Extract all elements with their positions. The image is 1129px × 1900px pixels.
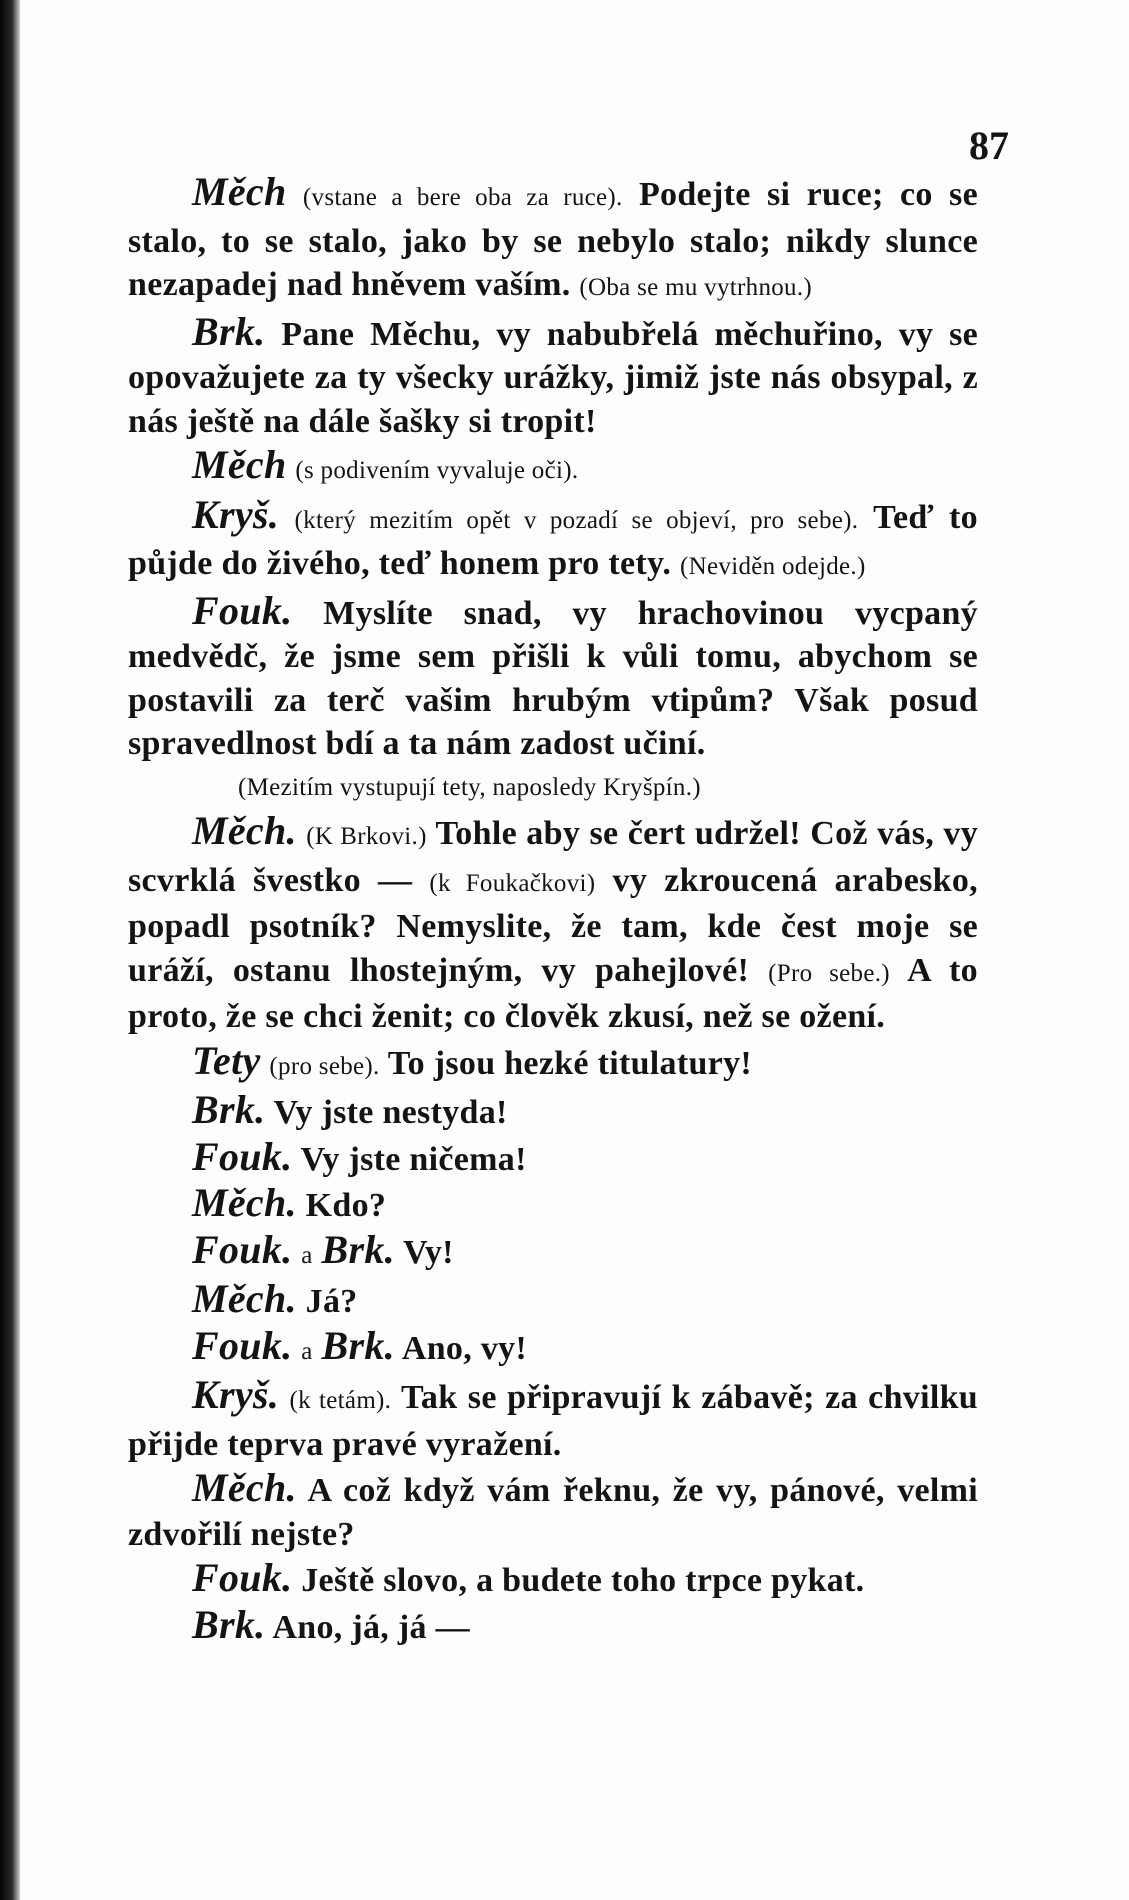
speech-paragraph	[128, 589, 978, 766]
direction-text: (Mezitím vystupují tety, naposledy Kryšpín.)	[238, 773, 701, 801]
speaker-name: Tety	[192, 1037, 261, 1083]
speech-text: Teď to půjde do živého, teď honem pro tety.	[128, 498, 978, 582]
speech-text: vy zkroucená arabesko, popadl psotník? Nemyslite, že tam, kde čest moje se uráží, ostanu lhostejným, vy pahejlové!	[128, 861, 978, 989]
speaker-name: Kryš.	[192, 1372, 280, 1417]
speech-paragraph	[128, 1135, 978, 1182]
speaker-name: Fouk.	[192, 587, 293, 633]
speech-text: Myslíte snad, vy hrachovinou vycpaný medvědč, že jsme sem přišli k vůli tomu, abychom se postavili za terč vašim hrubým vtipům? Však posud spravedlnost bdí a ta nám zadost učiní.	[128, 594, 978, 762]
speaker-name: Měch	[192, 169, 287, 214]
speech-text: Podejte si ruce; co se stalo, to se stalo, jako by se nebylo stalo; nikdy slunce nezapadej nad hněvem vaším.	[128, 176, 978, 303]
speech-text: Pane Měchu, vy nabubřelá měchuřino, vy se opovažujete za ty všecky urážky, jimiž jste nás obsypal, z nás ještě na dále šašky si tropit!	[128, 315, 978, 440]
speech-text: Ještě slovo, a budete toho trpce pykat.	[301, 1562, 865, 1599]
speech-paragraph	[128, 1324, 978, 1374]
speech-paragraph	[128, 1088, 978, 1135]
stage-direction	[128, 766, 978, 810]
binding-edge	[0, 0, 20, 1900]
speech-text: Já?	[305, 1283, 358, 1320]
stage-direction: (Pro sebe.)	[768, 959, 890, 987]
stage-direction: (s podivením vyvaluje oči).	[295, 457, 579, 484]
stage-direction: (k tetám).	[289, 1387, 392, 1414]
speaker-name: Měch.	[192, 1276, 297, 1321]
speech-paragraph	[128, 1181, 978, 1228]
stage-direction: (k Foukačkovi)	[429, 869, 596, 897]
conjunction: a	[301, 1241, 313, 1269]
speech-paragraph	[128, 170, 978, 310]
speech-text: Vy jste nestyda!	[273, 1094, 508, 1131]
speech-paragraph	[128, 1466, 978, 1556]
speech-text: Ano, vy!	[401, 1329, 528, 1367]
speaker-name: Brk.	[192, 1601, 266, 1647]
speech-paragraph	[128, 1603, 978, 1650]
book-page	[20, 0, 1129, 1900]
speaker-name: Kryš.	[192, 491, 280, 537]
speech-text: Ano, já, já —	[272, 1608, 470, 1646]
speaker-name: Fouk.	[192, 1555, 293, 1600]
speech-text: Kdo?	[305, 1187, 387, 1224]
speech-paragraph	[128, 1277, 978, 1324]
speech-text: To jsou hezké titulatury!	[387, 1044, 752, 1082]
speech-text: Vy!	[403, 1233, 454, 1271]
stage-direction: (Oba se mu vytrhnou.)	[579, 274, 813, 301]
speaker-name: Měch.	[192, 1180, 297, 1225]
speaker-name: Brk.	[321, 1226, 395, 1272]
speaker-name: Měch.	[192, 808, 297, 853]
speech-paragraph	[128, 1228, 978, 1278]
speech-paragraph	[128, 1039, 978, 1089]
speaker-name: Fouk.	[192, 1133, 293, 1179]
speech-text: A což když vám řeknu, že vy, pánové, velmi zdvořilí nejste?	[128, 1472, 978, 1553]
speaker-name: Měch	[192, 442, 287, 487]
speech-text: A to proto, že se chci ženit; co člověk zkusí, než se ožení.	[128, 951, 978, 1035]
speech-paragraph	[128, 809, 978, 1039]
stage-direction: (Neviděn odejde.)	[680, 553, 866, 580]
speaker-name: Fouk.	[192, 1226, 293, 1272]
page-text	[128, 170, 978, 1649]
speech-paragraph	[128, 310, 978, 444]
speaker-name: Brk.	[192, 308, 266, 354]
page-number: 87	[969, 123, 1009, 168]
speech-text: Vy jste ničema!	[300, 1140, 527, 1178]
speaker-name: Brk.	[192, 1087, 266, 1132]
speech-text: Tohle aby se čert udržel!	[435, 815, 801, 852]
speech-paragraph	[128, 1556, 978, 1603]
speaker-name: Fouk.	[192, 1322, 293, 1368]
speech-paragraph	[128, 493, 978, 589]
conjunction: a	[301, 1337, 313, 1365]
speech-text: Tak se připravují k zábavě; za chvilku přijde teprva pravé vyražení.	[128, 1379, 978, 1463]
stage-direction: (pro sebe).	[269, 1052, 380, 1080]
speech-paragraph	[128, 1373, 978, 1466]
speech-paragraph	[128, 443, 978, 493]
stage-direction: (který mezitím opět v pozadí se objeví, pro sebe).	[294, 506, 859, 534]
speaker-name: Brk.	[321, 1322, 395, 1368]
stage-direction: (K Brkovi.)	[306, 823, 427, 850]
stage-direction: (vstane a bere oba za ruce).	[302, 184, 623, 211]
speaker-name: Měch.	[192, 1465, 297, 1510]
speech-text: Což vás, vy scvrklá švestko —	[128, 815, 978, 899]
